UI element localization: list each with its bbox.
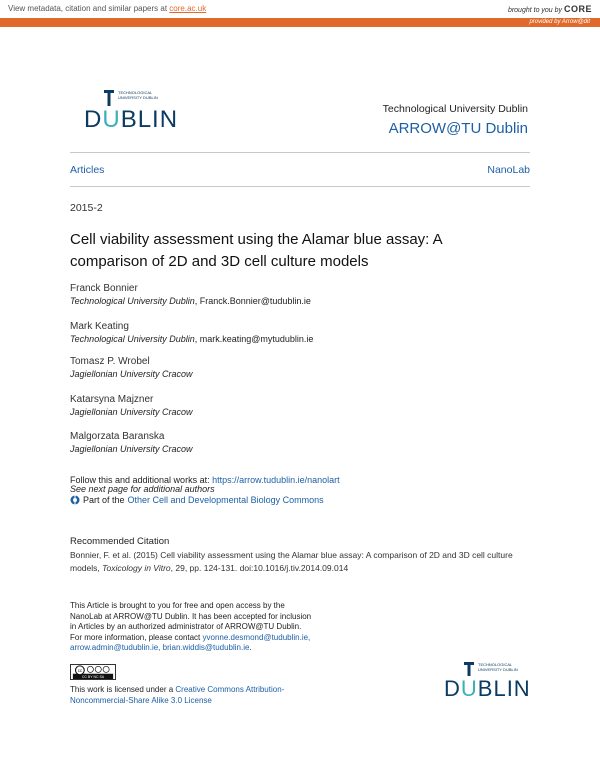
publication-date: 2015-2 [70,202,103,214]
author-entry [70,355,193,381]
article-title: Cell viability assessment using the Alamar blue assay: A comparison of 2D and 3D cell culture models [70,231,442,270]
author-name: Franck Bonnier [70,283,138,294]
author-entry [70,320,313,346]
author-affiliation: Technological University Dublin, mark.keating@mytudublin.ie [70,334,314,344]
author-affiliation: Jagiellonian University Cracow [70,407,193,417]
author-name: Katarsyna Majzner [70,394,154,405]
logo-t-mark-icon [104,90,114,106]
repository-name[interactable]: ARROW@TU Dublin [388,120,528,137]
author-affiliation: Jagiellonian University Cracow [70,444,193,454]
tu-dublin-logo[interactable] [84,88,179,136]
author-affiliation: Jagiellonian University Cracow [70,369,193,379]
part-of-commons: Part of the Other Cell and Developmental Biology Commons [70,495,324,505]
svg-text:cc: cc [77,668,83,673]
nanolab-link[interactable]: NanoLab [487,164,530,176]
core-link[interactable]: core.ac.uk [169,4,207,13]
open-access-statement: This Article is brought to you for free and open access by the NanoLab at ARROW@TU Dublin. It has been accepted for inclusion in Articles by an authorized administrator of ARROW@TU Dublin. For more information, please contact yvonne.desmond@tudublin.ie, arrow.admin@tudublin.ie, brian.widdis@tudublin.ie. [70,601,312,652]
core-brand[interactable]: brought to you by CORE [507,4,592,14]
author-entry [70,282,311,308]
core-provider-strip [0,19,600,27]
core-provided-by: provided by Arrow@dit [529,19,590,25]
recommended-citation: Bonnier, F. et al. (2015) Cell viability assessment using the Alamar blue assay: A comparison of 2D and 3D cell culture models, Toxicology in Vitro, 29, pp. 124-131. doi:10.1016/j.tiv.2014.09.014 [70,550,513,573]
articles-link[interactable]: Articles [70,164,105,176]
author-name: Mark Keating [70,321,129,332]
author-affiliation: Technological University Dublin, Franck.Bonnier@tudublin.ie [70,296,311,306]
logo-tagline: TECHNOLOGICAL UNIVERSITY DUBLIN [118,90,158,100]
license-statement: This work is licensed under a Creative Commons Attribution-Noncommercial-Share Alike 3.0 License [70,685,285,705]
logo-t-mark-icon [464,662,474,676]
divider-bottom [70,186,530,187]
logo-wordmark: DUBLIN [444,676,531,701]
svg-text:CC BY NC SA: CC BY NC SA [81,675,105,680]
institution-name: Technological University Dublin [382,103,528,115]
logo-wordmark: DUBLIN [84,106,179,133]
author-entry [70,393,193,419]
author-entry [70,430,193,456]
repository-url-link[interactable]: https://arrow.tudublin.ie/nanolart [212,475,340,485]
see-next-page-note: See next page for additional authors [70,484,215,494]
core-banner [0,0,600,19]
core-logo: CORE [563,4,592,14]
tu-dublin-logo-footer[interactable] [444,660,534,708]
follow-works: Follow this and additional works at: https://arrow.tudublin.ie/nanolart [70,475,340,485]
divider-top [70,152,530,153]
recommended-citation-heading: Recommended Citation [70,536,170,547]
contact-emails-link[interactable]: yvonne.desmond@tudublin.ie, arrow.admin@tudublin.ie, brian.widdis@tudublin.ie [70,632,311,652]
cc-license-badge-icon[interactable] [70,664,116,680]
commons-link[interactable]: Other Cell and Developmental Biology Commons [127,495,324,505]
license-link[interactable]: Creative Commons Attribution-Noncommercial-Share Alike 3.0 License [70,685,285,705]
network-icon [70,495,80,505]
author-name: Tomasz P. Wrobel [70,356,150,367]
logo-tagline: TECHNOLOGICAL UNIVERSITY DUBLIN [478,662,518,672]
author-name: Malgorzata Baranska [70,431,165,442]
core-metadata-text: View metadata, citation and similar papers at core.ac.uk [8,4,207,13]
